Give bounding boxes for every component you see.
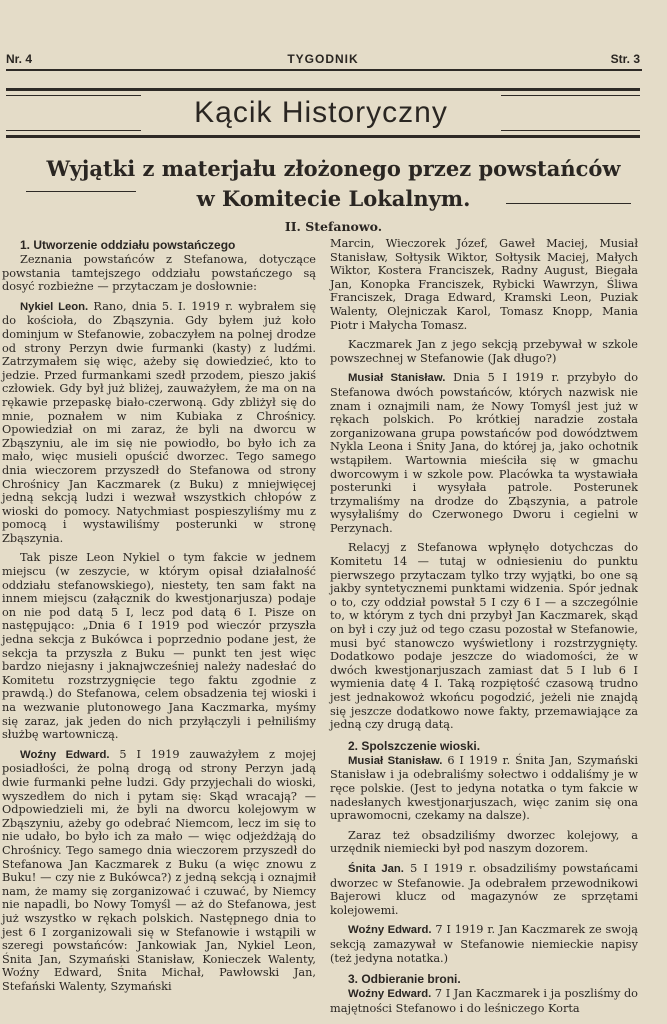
paragraph [330,862,638,917]
paragraph-text: 6 I 1919 r. Śnita Jan, Szymański Stanisław i ja odebraliśmy sołectwo i oddaliśmy je w ręce polskie. (Jest to jedyna notatka o tym fakcie w nadesłanych kwestjonarjuszach, więc zanim się ona uprawomocni, czekamy na dalsze). [330,753,638,823]
section-heading-2: 2. Spolszczenie wioski. [348,738,481,753]
witness-name: Woźny Edward. [20,748,110,761]
paragraph: Marcin, Wieczorek Józef, Gaweł Maciej, Musiał Stanisław, Sołtysik Wiktor, Sołtysik Maciej, Małych Wiktor, Kostera Franciszek, Radny August, Biegała Jan, Konopka Franciszek, Rybicki Wawrzyn, Śliwa Franciszek, Draga Edward, Kramski Leon, Puziak Walenty, Olejniczak Karol, Tomasz Knopp, Mania Piotr i Małycha Tomasz. [330,237,638,332]
left-column [2,237,316,993]
paragraph: Zaraz też obsadziliśmy dworzec kolejowy, a urzędnik niemiecki był pod naszym dozorem. [330,828,638,856]
header-rule [6,69,642,71]
paragraph: Relacyj z Stefanowa wpłynęło dotychczas do Komitetu 14 — tutaj w odniesieniu do punktu pierwszego przytaczam tylko trzy wyjątki, bo one są jakby syntetycznemi punktami widzenia. Spór jednak o to, czy oddział powstał 5 I czy 6 I — a szczególnie to, w którym z tych dni przybył Jan Kaczmarek, skąd on był i czy już od tego czasu pozostał w Stefanowie, musi być stanowczo wyświetlony i rozstrzygnięty. Dodatkowo podaje jeszcze do wiadomości, że w dwóch kwestjonarjuszach zamiast dat 5 I lub 6 I wymienia datę 4 I. Taką rozpiętość czasową trudno jest jednakowoż wkońcu pogodzić, jeżeli nie znajdą się jeszcze dodatkowo nowe fakty, przemawiające za jedną czy drugą datą. [330,541,638,732]
paragraph: Zeznania powstańców z Stefanowa, dotyczące powstania tamtejszego oddziału powstańczego są dosyć rozbieżne — przytaczam je dosłownie: [2,253,316,294]
article-title-line1: Wyjątki z materjału złożonego przez powstańców [46,156,621,181]
witness-name: Musiał Stanisław. [348,754,443,767]
section-banner [6,88,640,138]
article-subtitle: II. Stefanowo. [284,219,383,234]
page-header [6,52,640,68]
paragraph-text: 7 I 1919 r. Jan Kaczmarek ze swoją sekcją zamazywał w Stefanowie niemieckie napisy (też jedyna notatka.) [330,923,638,965]
paragraph-text: 7 I Jan Kaczmarek i ja poszliśmy do majętności Stefanowo i do leśniczego Korta [330,987,638,1015]
newspaper-name: TYGODNIK [287,52,359,66]
paragraph-text: Rano, dnia 5. I. 1919 r. wybrałem się do kościoła, do Zbąszynia. Gdy byłem już koło dominjum w Stefanowie, zobaczyłem na polnej drodze od strony Perzyn dwie furmanki (kasty) z ludźmi. Zatrzymałem się więc, ażeby się dowiedzieć, kto to jedzie. Przed furmankami szedł przodem, pieszo jakiś człowiek. Gdy był już bliżej, zauważyłem, że ma on na rękawie przepaskę biało-czerwoną. Gdy zbliżył się do mnie, poznałem w nim Kubiaka z Chrośnicy. Opowiedział on mi zaraz, że byli na dworcu w Zbąszyniu, ale im się nie powiodło, bo było ich za mało, więc musieli opuścić dworzec. Tego samego dnia wieczorem przyszedł do Stefanowa od strony Chrośnicy Jan Kaczmarek (z Buku) z mniejwięcej jedną sekcją ludzi i wezwał wszystkich chłopów z wioski do pomocy. Natychmiast pospieszyliśmy mu z pomocą i wystawiliśmy posterunki w stronę Zbąszynia. [2,299,316,545]
section-heading-1: 1. Utworzenie oddziału powstańczego [20,238,236,252]
paragraph [330,754,638,823]
paragraph [330,923,638,965]
witness-name: Woźny Edward. [348,924,432,937]
paragraph-text: 5 I 1919 r. obsadziliśmy powstańcami dworzec w Stefanowie. Ja odebrałem przewodnikowi Bajerowi klucz od magazynów ze sprzętami kolejowemi. [330,861,638,917]
paragraph-text: 5 I 1919 zauważyłem z mojej posiadłości, że polną drogą od strony Perzyn jadą dwie furmanki pełne ludzi. Gdy przyjechali do wioski, wyszedłem do nich i pytam się: Skąd wracają? — Odpowiedzieli mi, że byli na dworcu kolejowym w Zbąszyniu, ażeby go odebrać Niemcom, lecz im się to nie udało, bo było ich za mało — więc odjeżdżają do Chrośnicy. Tego samego dnia wieczorem przyszedł do Stefanowa Jan Kaczmarek z Buku (a więc znowu z Buku! — czy nie z Bukówca?) z jedną sekcją i oznajmił nam, że mamy się zorganizować i czuwać, by Niemcy nie napadli, bo Nowy Tomyśl — aż do Stefanowa, jest już wszystko w rękach polskich. Następnego dnia to jest 6 I zorganizowali się w Stefanowie i wstąpili w szeregi powstańców: Jankowiak Jan, Nykiel Leon, Śnita Jan, Szymański Stanisław, Konieczek Walenty, Woźny Edward, Śnita Michał, Pawłowski Jan, Stefański Walenty, Szymański [2,747,316,993]
paragraph [330,371,638,535]
paragraph: Tak pisze Leon Nykiel o tym fakcie w jednem miejscu (w zeszycie, w którym opisał działalność oddziału stefanowskiego), niestety, ten sam fakt na innem miejscu (załącznik do kwestjonarjusza) podaje on nie pod datą 5 I, lecz pod datą 6 I. Pisze on następująco: „Dnia 6 I 1919 pod wieczór przyszła jedna sekcja z Bukówca i poprzednio podane jest, że sekcja ta przyszła z Buku — punkt ten jest więc bardzo niejasny i jaknajwcześniej należy nadesłać do Komitetu rozstrzygnięcie tego faktu zgodnie z prawdą.) do Stefanowa, celem obsadzenia tej wioski i na wezwanie plutonowego Jana Kaczmarka, myśmy się zaraz, jak jeden do nich przyłączyli i pełniliśmy służbę wartowniczą. [2,551,316,742]
witness-name: Śnita Jan. [348,862,404,875]
paragraph-text: Dnia 5 I 1919 r. przybyło do Stefanowa dwóch powstańców, których nazwisk nie znam i oznajmili nam, że Nowy Tomyśl jest już w rękach polskich. Po krótkiej naradzie została zorganizowana grupa powstańców pod dowództwem Nykla Leona i Śnity Jana, do której ja, jako ochotnik wstąpiłem. Wartownia mieściła się w gmachu dworcowym i w szkole pow. Placówka ta wystawiała posterunki i wysyłała patrole. Posterunek trzymaliśmy na drodze do Zbąszynia, a patrole wysyłaliśmy do Czerwonego Dworu i cegielni w Perzynach. [330,371,639,535]
article-title-line2: w Komitecie Lokalnym. [196,186,471,211]
paragraph: Kaczmarek Jan z jego sekcją przebywał w szkole powszechnej w Stefanowie (Jak długo?) [330,338,638,365]
issue-number: Nr. 4 [6,52,33,66]
section-title: Kącik Historyczny [141,93,501,133]
witness-name: Nykiel Leon. [20,300,89,313]
section-heading-3: 3. Odbieranie broni. [348,972,461,987]
page-number: Str. 3 [610,52,640,66]
witness-name: Musiał Stanisław. [348,372,446,385]
witness-name: Woźny Edward. [348,988,432,1001]
paragraph [2,748,316,994]
right-column [330,237,638,1015]
paragraph [2,300,316,546]
paragraph [330,987,638,1015]
